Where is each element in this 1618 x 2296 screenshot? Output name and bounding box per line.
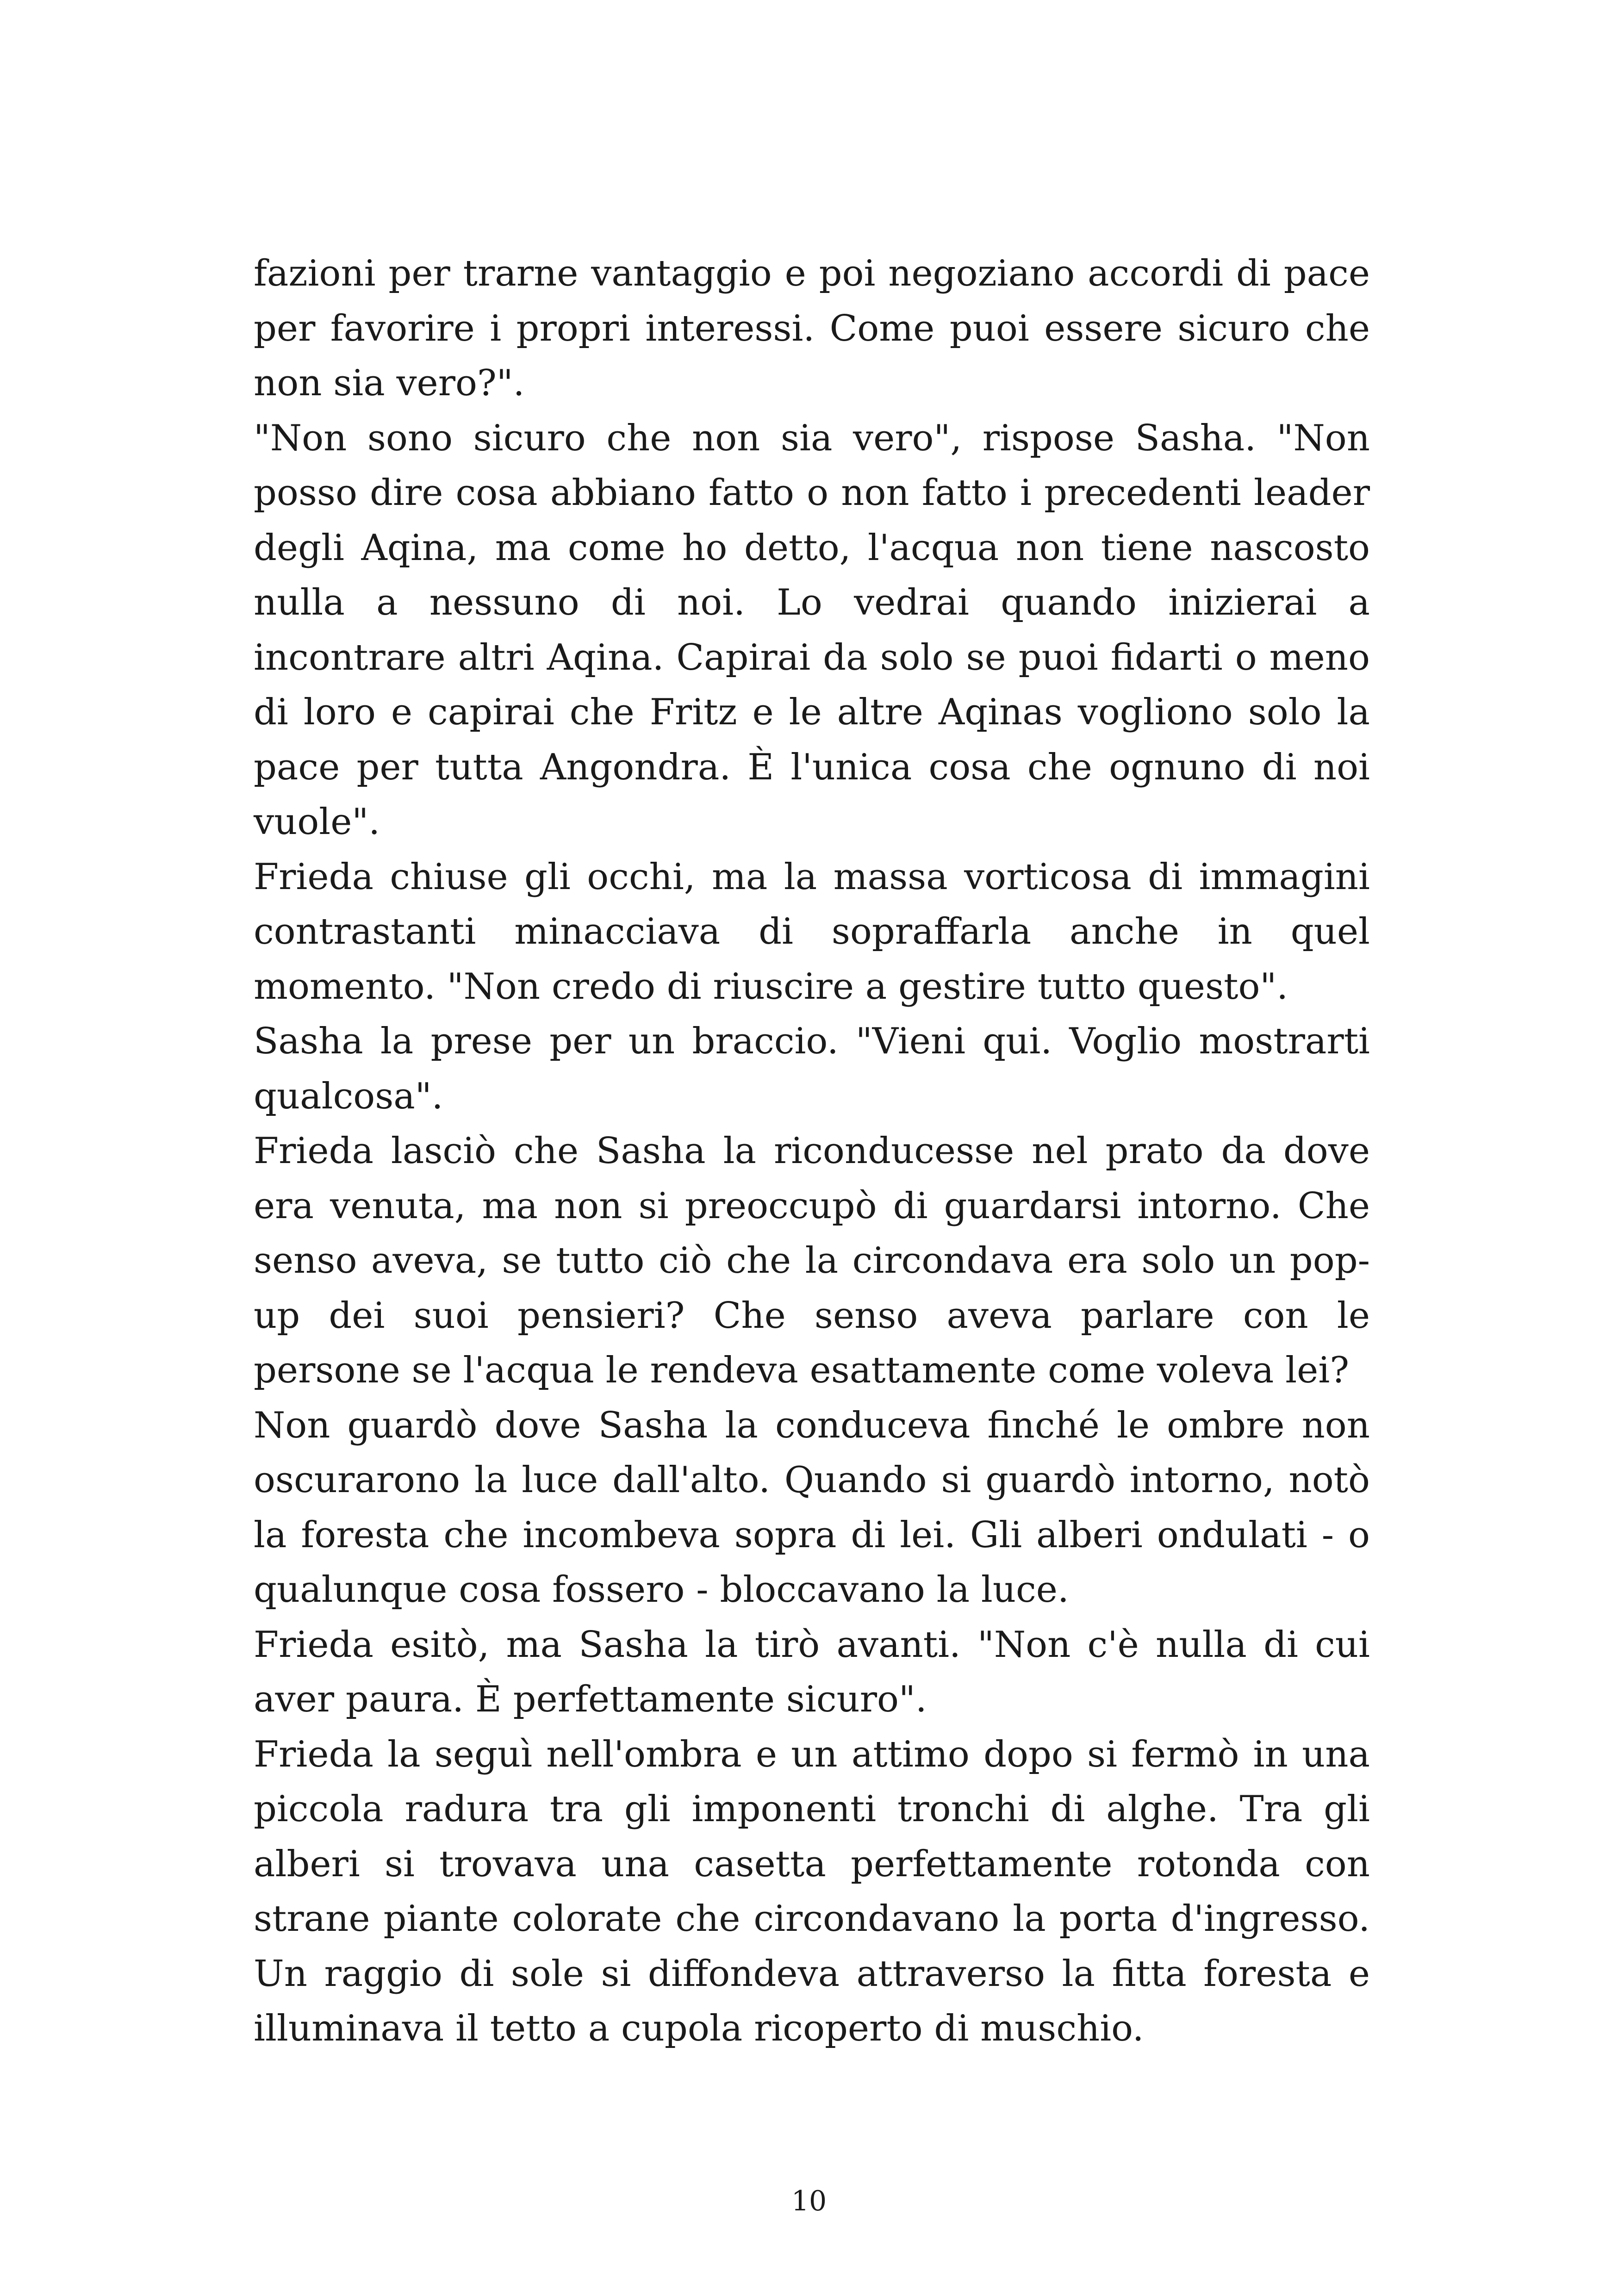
paragraph: Sasha la prese per un braccio. "Vieni qui. Voglio mostrarti qualcosa". — [254, 1020, 1370, 1117]
paragraph: fazioni per trarne vantaggio e poi negoziano accordi di pace per favorire i propri interessi. Come puoi essere sicuro che non sia vero?". — [254, 253, 1370, 404]
paragraph: Non guardò dove Sasha la conduceva finché le ombre non oscurarono la luce dall'alto. Quando si guardò intorno, notò la foresta che incombeva sopra di lei. Gli alberi ondulati - o qualunque cosa fossero - bloccavano la luce. — [254, 1404, 1370, 1611]
paragraph: "Non sono sicuro che non sia vero", rispose Sasha. "Non posso dire cosa abbiano fatto o non fatto i precedenti leader degli Aqina, ma come ho detto, l'acqua non tiene nascosto nulla a nessuno di noi. Lo vedrai quando inizierai a incontrare altri Aqina. Capirai da solo se puoi fidarti o meno di loro e capirai che Fritz e le altre Aqinas vogliono solo la pace per tutta Angondra. È l'unica cosa che ognuno di noi vuole". — [254, 417, 1370, 843]
paragraph: Frieda chiuse gli occhi, ma la massa vorticosa di immagini contrastanti minacciava di sopraffarla anche in quel momento. "Non credo di riuscire a gestire tutto questo". — [254, 856, 1370, 1008]
paragraph: Frieda lasciò che Sasha la riconducesse nel prato da dove era venuta, ma non si preoccupò di guardarsi intorno. Che senso aveva, se tutto ciò che la circondava era solo un pop-up dei suoi pensieri? Che senso aveva parlare con le persone se l'acqua le rendeva esattamente come voleva lei? — [254, 1130, 1370, 1391]
paragraph: Frieda la seguì nell'ombra e un attimo dopo si fermò in una piccola radura tra gli imponenti tronchi di alghe. Tra gli alberi si trovava una casetta perfettamente rotonda con strane piante colorate che circondavano la porta d'ingresso. Un raggio di sole si diffondeva attraverso la fitta foresta e illuminava il tetto a cupola ricoperto di muschio. — [254, 1733, 1370, 2049]
page-number: 10 — [791, 2185, 827, 2217]
body-text — [254, 246, 1370, 2056]
paragraph: Frieda esitò, ma Sasha la tirò avanti. "Non c'è nulla di cui aver paura. È perfettamente sicuro". — [254, 1624, 1370, 1720]
